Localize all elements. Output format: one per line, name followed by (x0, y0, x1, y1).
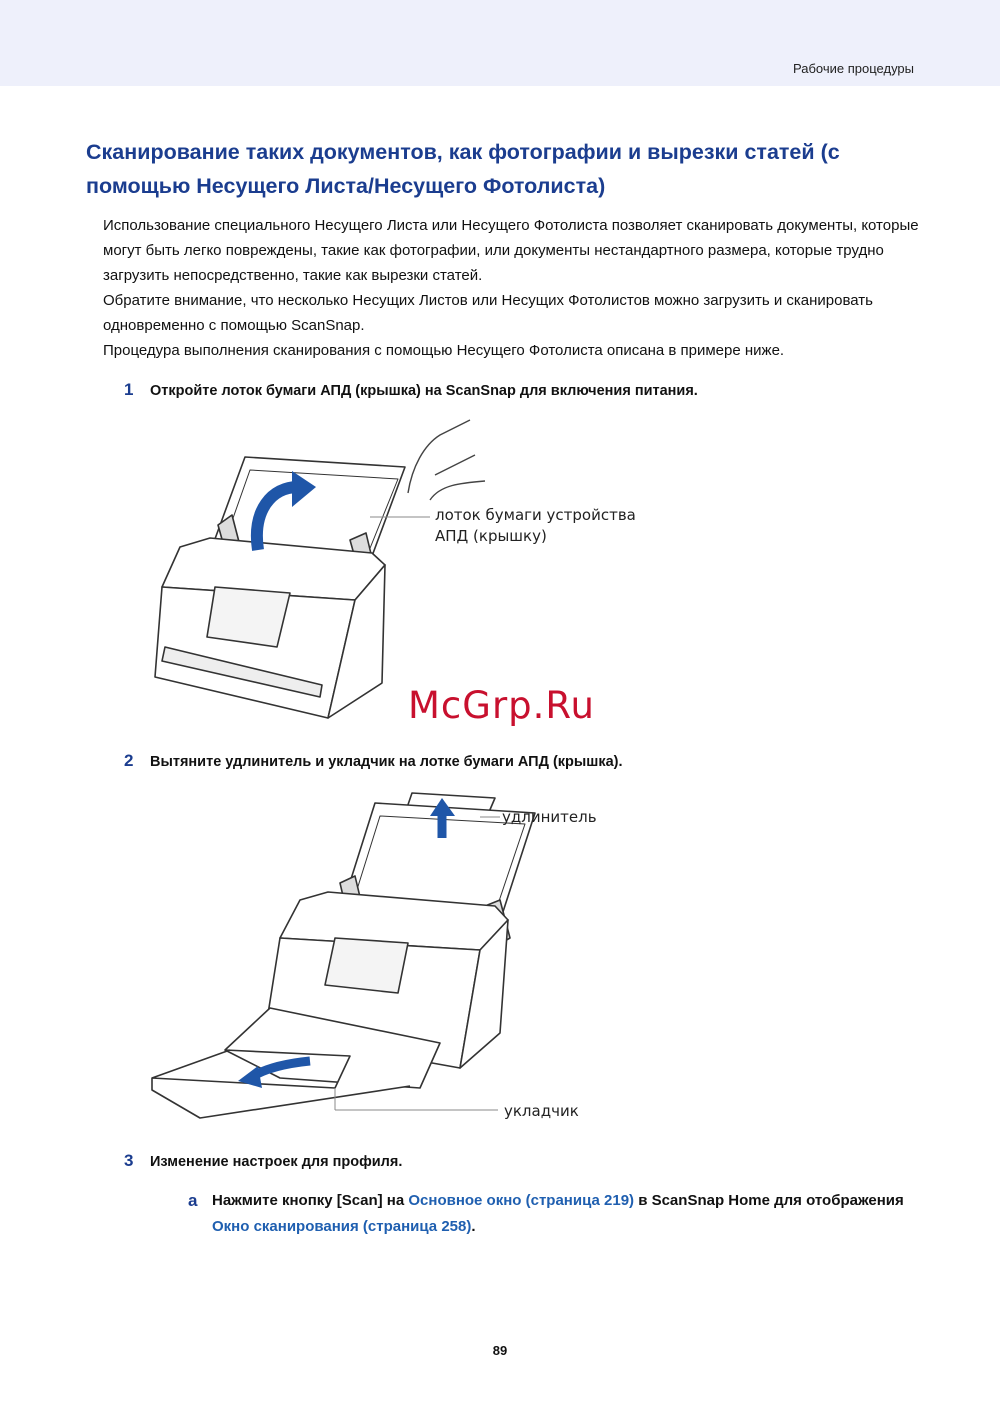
substep-a-text-3: . (471, 1218, 476, 1235)
substep-a-text-1: Нажмите кнопку [Scan] на (212, 1192, 409, 1209)
substep-a-body (212, 1188, 908, 1240)
figure-scanner-open-tray (140, 415, 660, 725)
step-1-number: 1 (124, 380, 134, 399)
intro-paragraph-1: Использование специального Несущего Листа или Несущего Фотолиста позволяет сканировать документы, которые могут быть легко повреждены, такие как фотографии, или документы нестандартного размера, которые трудно загрузить непосредственно, такие как вырезки статей. (103, 217, 919, 284)
step-2-number: 2 (124, 751, 134, 770)
page-title: Сканирование таких документов, как фотографии и вырезки статей (с помощью Несущего Листа/Несущего Фотолиста) (86, 140, 840, 198)
section-header: Рабочие процедуры (793, 61, 914, 76)
intro-text (103, 213, 923, 363)
tray-label-line-1: лоток бумаги устройства (435, 506, 636, 524)
watermark-logo: McGrp.Ru (408, 684, 595, 727)
substep-a-letter: a (188, 1191, 198, 1210)
link-scan-window[interactable]: Окно сканирования (страница 258) (212, 1218, 472, 1235)
tray-label-line-2: АПД (крышку) (435, 527, 547, 545)
step-1-text: Откройте лоток бумаги АПД (крышка) на ScanSnap для включения питания. (150, 383, 698, 399)
step-2 (124, 751, 623, 771)
intro-paragraph-2: Обратите внимание, что несколько Несущих Листов или Несущих Фотолистов можно загрузить и сканировать одновременно с помощью ScanSnap. (103, 292, 873, 334)
hand-illustration (408, 420, 485, 500)
figure-scanner-extension-stacker (150, 788, 600, 1128)
step-1 (124, 380, 698, 400)
step-3 (124, 1151, 402, 1171)
substep-a (188, 1188, 908, 1240)
step-3-number: 3 (124, 1151, 134, 1170)
page-number: 89 (492, 1343, 508, 1358)
substep-a-text-2: в ScanSnap Home для отображения (634, 1192, 904, 1209)
step-3-text: Изменение настроек для профиля. (150, 1154, 403, 1170)
extension-label: удлинитель (502, 808, 597, 826)
stacker-label: укладчик (504, 1102, 579, 1120)
link-main-window[interactable]: Основное окно (страница 219) (408, 1192, 635, 1209)
step-2-text: Вытяните удлинитель и укладчик на лотке бумаги АПД (крышка). (150, 754, 623, 770)
intro-paragraph-3: Процедура выполнения сканирования с помощью Несущего Фотолиста описана в примере ниже. (103, 342, 785, 359)
